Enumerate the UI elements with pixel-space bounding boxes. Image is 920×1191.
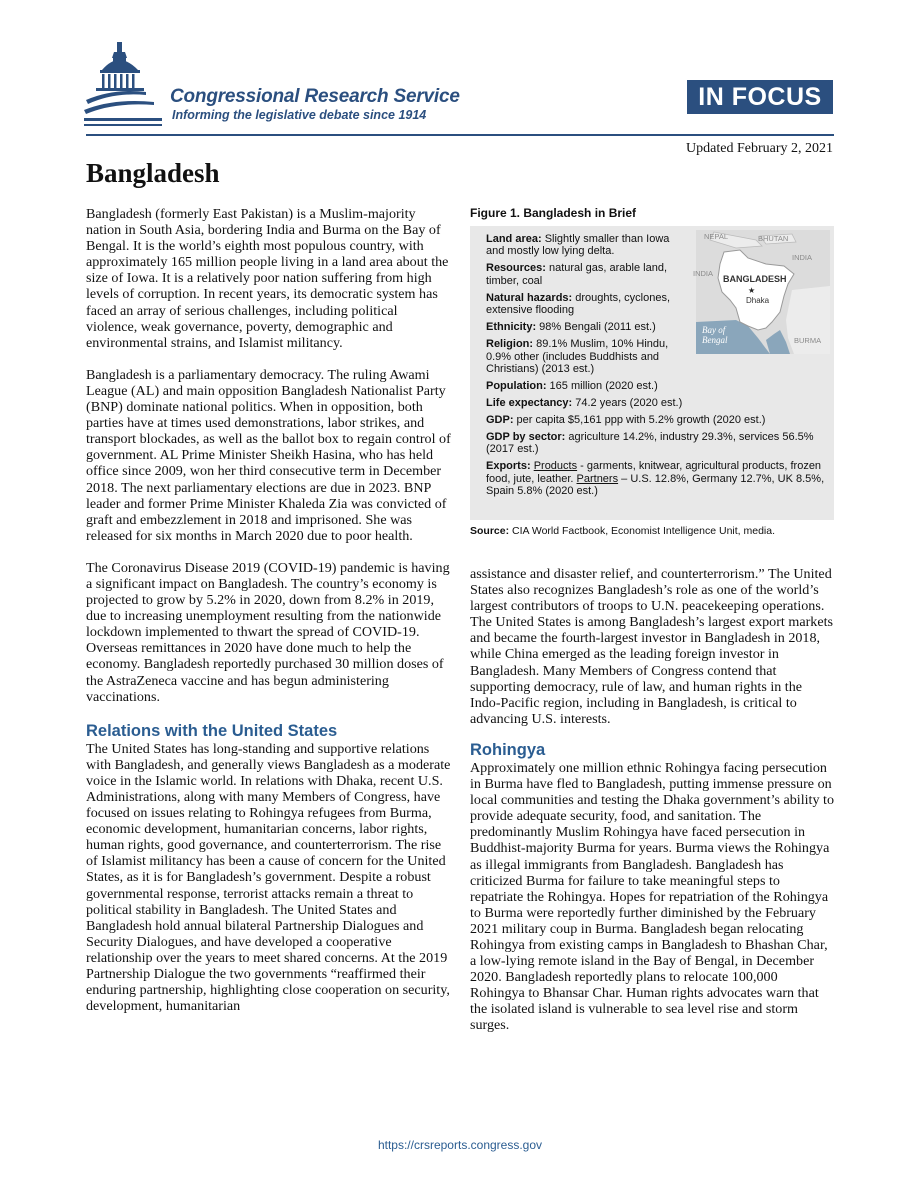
section-heading-relations: Relations with the United States xyxy=(86,721,338,740)
footer-url-link[interactable]: https://crsreports.congress.gov xyxy=(377,1138,543,1152)
fact-gdp-by-sector: GDP by sector: agriculture 14.2%, industry 29.3%, services 56.5% (2017 est.) xyxy=(486,431,814,456)
figure-title: Figure 1. Bangladesh in Brief xyxy=(470,206,637,220)
map-label-dhaka: Dhaka xyxy=(746,296,770,305)
map-label-bangladesh: BANGLADESH xyxy=(723,274,787,284)
page-title: Bangladesh xyxy=(86,158,220,188)
intro-paragraph-3: The Coronavirus Disease 2019 (COVID-19) pandemic is having a significant impact on Bangladesh. The country’s economy is projected to grow by 5.2% in 2020, down from 8.2% in 2019, due to increasing unemployment resulting from the nationwide lockdown implemented to thwart the spread of COVID-19. Overseas remittances in 2020 have done much to help the economy. Bangladesh reportedly purchased 30 million doses of the AstraZeneca vaccine and has begun administering vaccinations. xyxy=(86,559,450,705)
capital-star-icon: ★ xyxy=(748,286,756,295)
fact-land-area: Land area: Slightly smaller than Iowa and mostly low lying delta. xyxy=(486,233,670,258)
fact-natural-hazards: Natural hazards: droughts, cyclones, extensive flooding xyxy=(486,291,671,317)
organization-tagline: Informing the legislative debate since 1914 xyxy=(172,108,427,122)
map-label-india-northeast: INDIA xyxy=(792,253,813,262)
relations-paragraph: The United States has long-standing and supportive relations with Bangladesh, and generally views Bangladesh as a moderate voice in the Islamic world. In relations with Dhaka, recent U.S. Administrations, along with many Members of Congress, have focused on issues relating to Rohingya refugees from Burma, economic development, humanitarian concerns, labor rights, human rights, good governance, and counterterrorism. The rise of Islamist militancy has been a cause of concern for the United States, as it is for Bangladesh’s government. Despite a robust governmental response, terrorist attacks remain a threat to political stability in Bangladesh. The United States and Bangladesh hold annual bilateral Partnership Dialogues and Security Dialogues, and have developed a cooperative relationship over the years to meet shared concerns. At the 2019 Partnership Dialogue the two governments “reaffirmed their enduring partnership, highlighting close cooperation on security, development, humanitarian xyxy=(86,740,451,1015)
intro-paragraph-2: Bangladesh is a parliamentary democracy. The ruling Awami League (AL) and main opposition Bangladesh Nationalist Party (BNP) dominate national politics. When in opposition, both parties have at times used demonstrations, labor strikes, and transport blockades, as well as the ballot box to regain control of government. AL Prime Minister Sheikh Hasina, who has held office since 2009, won her third consecutive term in December 2018. The next parliamentary elections are due in 2023. BNP leader and former Prime Minister Khaleda Zia was convicted of graft and embezzlement in 2018 and imprisoned. She was released for six months in March 2020 due to poor health. xyxy=(86,366,451,544)
figure-box xyxy=(470,226,834,520)
facts-list xyxy=(486,233,826,502)
figure-bangladesh-in-brief xyxy=(470,206,834,538)
map-label-burma: BURMA xyxy=(794,336,822,345)
capitol-dome-logo-icon xyxy=(84,40,164,130)
report-header xyxy=(0,0,920,188)
fact-exports: Exports: Products - garments, knitwear, agricultural products, frozen food, jute, leather. Partners – U.S. 12.8%, Germany 12.7%, UK 8.5%, Spain 5.8% (2020 est.) xyxy=(486,460,825,498)
intro-paragraph-1: Bangladesh (formerly East Pakistan) is a Muslim-majority nation in South Asia, bordering India and Burma on the Bay of Bengal. It is the world’s eighth most populous country, with approximately 165 million people living in a land area about the size of Iowa. It is a relatively poor nation suffering from high levels of corruption. In recent years, its democratic system has faced an array of serious challenges, including political violence, weak governance, poverty, demographic and environmental strains, and Islamist militancy. xyxy=(86,206,449,351)
fact-gdp: GDP: per capita $5,161 ppp with 5.2% growth (2020 est.) xyxy=(486,414,766,427)
map-label-bhutan: BHUTAN xyxy=(758,234,789,243)
map-label-india-west: INDIA xyxy=(693,269,714,278)
fact-life-expectancy: Life expectancy: 74.2 years (2020 est.) xyxy=(486,397,683,410)
fact-religion: Religion: 89.1% Muslim, 10% Hindu, 0.9% other (includes Buddhists and Christians) (2013 est.) xyxy=(486,338,669,376)
right-column xyxy=(470,566,834,1034)
section-heading-rohingya: Rohingya xyxy=(470,740,546,759)
in-focus-badge: IN FOCUS xyxy=(687,80,833,114)
fact-resources: Resources: natural gas, arable land, timber, coal xyxy=(486,262,668,287)
exports-partners-link[interactable]: Partners xyxy=(576,472,619,485)
header-divider xyxy=(86,134,834,136)
exports-products-link[interactable]: Products xyxy=(533,460,578,473)
fact-population: Population: 165 million (2020 est.) xyxy=(486,380,658,393)
left-column xyxy=(86,206,452,1014)
organization-name: Congressional Research Service xyxy=(170,86,460,107)
figure-source: Source: CIA World Factbook, Economist Intelligence Unit, media. xyxy=(470,525,776,537)
updated-date: Updated February 2, 2021 xyxy=(686,141,833,156)
map-label-bay-line-2: Bengal xyxy=(702,335,728,345)
fact-ethnicity: Ethnicity: 98% Bengali (2011 est.) xyxy=(486,321,656,334)
map-label-bay-line-1: Bay of xyxy=(702,325,726,335)
rohingya-paragraph: Approximately one million ethnic Rohingya facing persecution in Burma have fled to Bangladesh, putting immense pressure on local communities and testing the Dhaka government’s ability to provide adequate security, food, and sanitation. The predominantly Muslim Rohingya have faced persecution in Buddhist-majority Burma for years. Burma views the Rohingya as illegal immigrants from Bangladesh. Bangladesh has criticized Burma for failure to take meaningful steps to repatriate the Rohingya. Hopes for repatriation of the Rohingya to Burma were reportedly further diminished by the February 2021 military coup in Burma. Bangladesh began relocating Rohingya from existing camps in Bangladesh to Bhashan Char, a low-lying remote island in the Bay of Bengal, in December 2020. Bangladesh reportedly plans to relocate 100,000 Rohingya to Bhansar Char. Human rights advocates warn that the isolated island is vulnerable to sea level rise and storm surges. xyxy=(470,759,835,1034)
relations-paragraph-continued: assistance and disaster relief, and counterterrorism.” The United States also recognizes Bangladesh’s role as one of the world’s largest contributors of troops to U.N. peacekeeping operations. The United States is among Bangladesh’s largest export markets and became the fourth-largest investor in Bangladesh in 2018, while China emerged as the leading foreign investor in Bangladesh. Many Members of Congress contend that supporting democracy, rule of law, and human rights in the Indo-Pacific region, including in Bangladesh, is critical to advancing U.S. interests. xyxy=(470,566,833,727)
map-label-nepal: NEPAL xyxy=(704,232,729,241)
